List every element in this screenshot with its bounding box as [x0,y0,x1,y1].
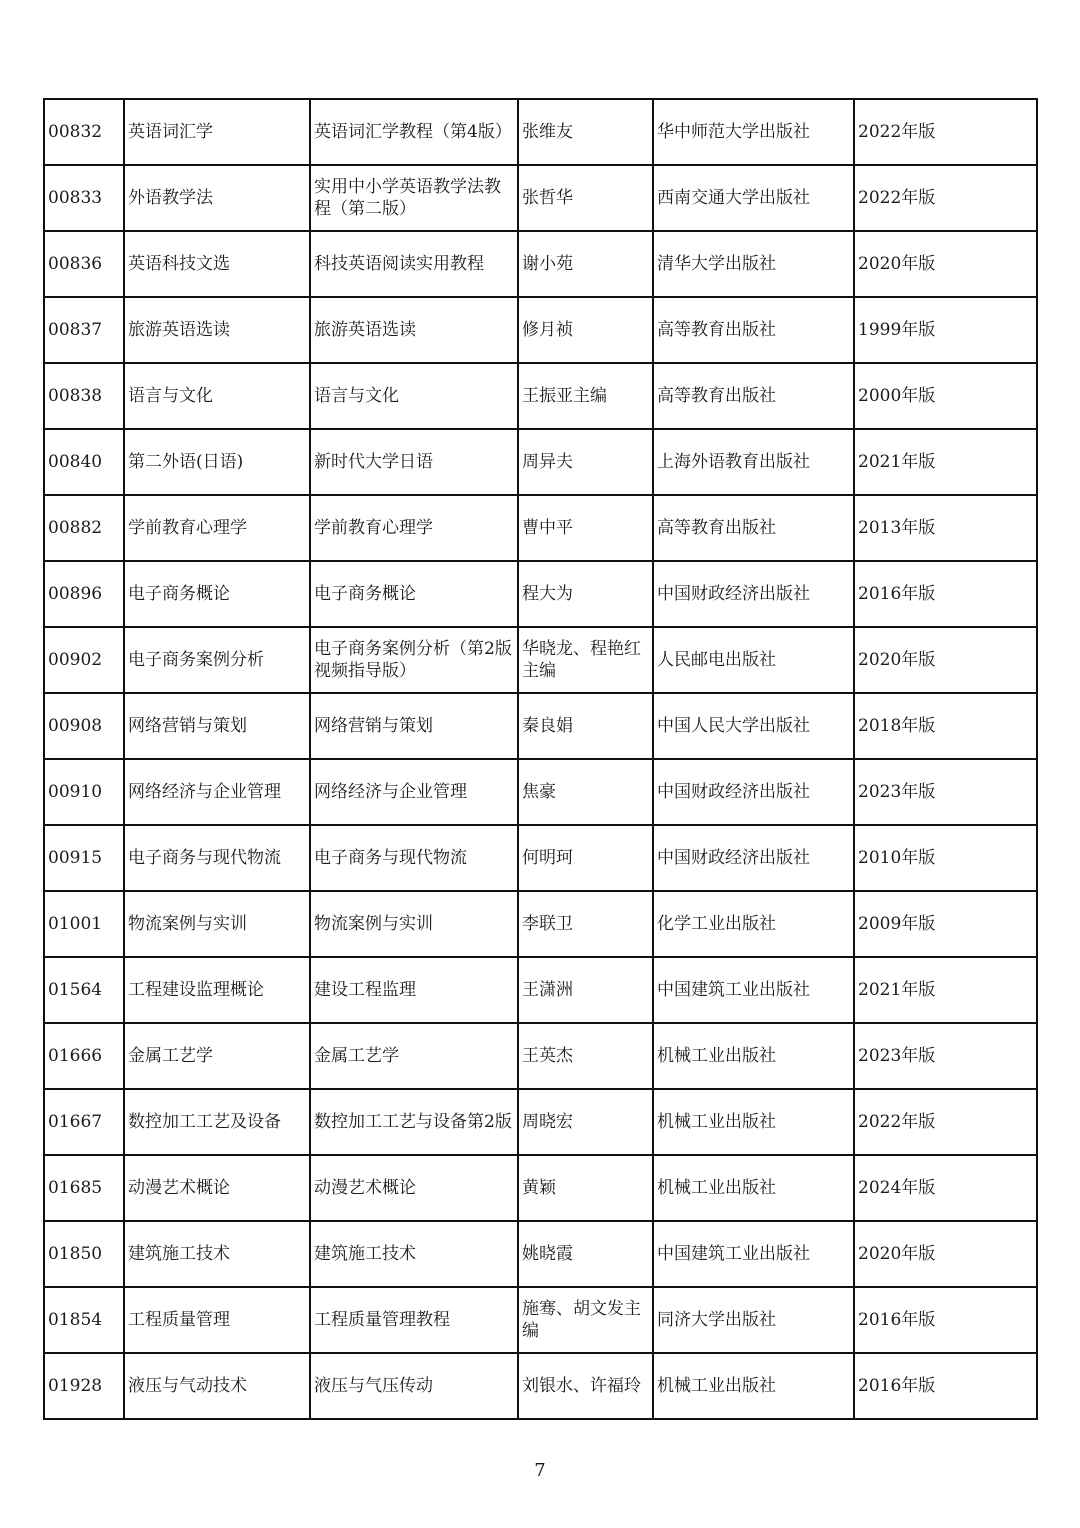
textbook-title-cell: 工程质量管理教程 [310,1287,518,1353]
publisher-cell: 高等教育出版社 [653,297,854,363]
author-cell: 秦良娟 [518,693,653,759]
course-code-cell: 01001 [44,891,124,957]
textbook-title-cell: 实用中小学英语教学法教程（第二版） [310,165,518,231]
author-cell: 张哲华 [518,165,653,231]
publisher-cell: 中国财政经济出版社 [653,561,854,627]
table-row [44,1221,1037,1287]
author-cell: 华晓龙、程艳红主编 [518,627,653,693]
table-row [44,165,1037,231]
textbook-title-cell: 电子商务概论 [310,561,518,627]
edition-cell: 2021年版 [854,957,1037,1023]
course-name-cell: 旅游英语选读 [124,297,310,363]
table-row [44,1155,1037,1221]
publisher-cell: 清华大学出版社 [653,231,854,297]
textbook-title-cell: 新时代大学日语 [310,429,518,495]
textbook-title-cell: 数控加工工艺与设备第2版 [310,1089,518,1155]
edition-cell: 2020年版 [854,627,1037,693]
course-name-cell: 电子商务与现代物流 [124,825,310,891]
course-code-cell: 01667 [44,1089,124,1155]
author-cell: 张维友 [518,99,653,165]
textbook-title-cell: 液压与气压传动 [310,1353,518,1419]
course-code-cell: 00896 [44,561,124,627]
table-row [44,1353,1037,1419]
edition-cell: 2022年版 [854,165,1037,231]
course-name-cell: 电子商务案例分析 [124,627,310,693]
publisher-cell: 机械工业出版社 [653,1155,854,1221]
publisher-cell: 化学工业出版社 [653,891,854,957]
textbook-title-cell: 旅游英语选读 [310,297,518,363]
author-cell: 程大为 [518,561,653,627]
textbook-title-cell: 科技英语阅读实用教程 [310,231,518,297]
table-row [44,825,1037,891]
edition-cell: 2010年版 [854,825,1037,891]
table-row [44,561,1037,627]
course-code-cell: 00832 [44,99,124,165]
course-name-cell: 电子商务概论 [124,561,310,627]
course-code-cell: 00833 [44,165,124,231]
author-cell: 王英杰 [518,1023,653,1089]
table-row [44,297,1037,363]
table-row [44,627,1037,693]
course-name-cell: 外语教学法 [124,165,310,231]
table-body [44,99,1037,1419]
course-code-cell: 00910 [44,759,124,825]
course-name-cell: 物流案例与实训 [124,891,310,957]
edition-cell: 2016年版 [854,561,1037,627]
author-cell: 李联卫 [518,891,653,957]
course-name-cell: 数控加工工艺及设备 [124,1089,310,1155]
textbook-title-cell: 语言与文化 [310,363,518,429]
course-name-cell: 金属工艺学 [124,1023,310,1089]
edition-cell: 2023年版 [854,759,1037,825]
author-cell: 周异夫 [518,429,653,495]
textbook-title-cell: 网络经济与企业管理 [310,759,518,825]
table-row [44,99,1037,165]
course-name-cell: 工程质量管理 [124,1287,310,1353]
publisher-cell: 上海外语教育出版社 [653,429,854,495]
publisher-cell: 中国建筑工业出版社 [653,1221,854,1287]
course-name-cell: 液压与气动技术 [124,1353,310,1419]
author-cell: 黄颖 [518,1155,653,1221]
course-name-cell: 动漫艺术概论 [124,1155,310,1221]
textbook-title-cell: 网络营销与策划 [310,693,518,759]
course-code-cell: 01854 [44,1287,124,1353]
course-name-cell: 工程建设监理概论 [124,957,310,1023]
textbook-title-cell: 建筑施工技术 [310,1221,518,1287]
author-cell: 周晓宏 [518,1089,653,1155]
page-number: 7 [534,1460,546,1481]
table-row [44,231,1037,297]
author-cell: 焦豪 [518,759,653,825]
author-cell: 修月祯 [518,297,653,363]
publisher-cell: 中国人民大学出版社 [653,693,854,759]
course-code-cell: 00882 [44,495,124,561]
publisher-cell: 高等教育出版社 [653,363,854,429]
edition-cell: 2016年版 [854,1287,1037,1353]
edition-cell: 2020年版 [854,231,1037,297]
course-code-cell: 00836 [44,231,124,297]
publisher-cell: 机械工业出版社 [653,1089,854,1155]
table-row [44,759,1037,825]
course-code-cell: 00840 [44,429,124,495]
table-row [44,495,1037,561]
course-code-cell: 01928 [44,1353,124,1419]
course-code-cell: 01564 [44,957,124,1023]
publisher-cell: 同济大学出版社 [653,1287,854,1353]
publisher-cell: 机械工业出版社 [653,1023,854,1089]
publisher-cell: 中国建筑工业出版社 [653,957,854,1023]
publisher-cell: 人民邮电出版社 [653,627,854,693]
course-name-cell: 第二外语(日语) [124,429,310,495]
course-name-cell: 学前教育心理学 [124,495,310,561]
course-code-cell: 01685 [44,1155,124,1221]
edition-cell: 2009年版 [854,891,1037,957]
table-row [44,429,1037,495]
course-name-cell: 网络经济与企业管理 [124,759,310,825]
edition-cell: 2020年版 [854,1221,1037,1287]
course-name-cell: 网络营销与策划 [124,693,310,759]
textbook-table [43,98,1038,1420]
course-code-cell: 00915 [44,825,124,891]
publisher-cell: 华中师范大学出版社 [653,99,854,165]
course-name-cell: 语言与文化 [124,363,310,429]
edition-cell: 2013年版 [854,495,1037,561]
edition-cell: 2023年版 [854,1023,1037,1089]
publisher-cell: 西南交通大学出版社 [653,165,854,231]
table-row [44,693,1037,759]
course-code-cell: 01666 [44,1023,124,1089]
course-code-cell: 01850 [44,1221,124,1287]
publisher-cell: 机械工业出版社 [653,1353,854,1419]
author-cell: 王潇洲 [518,957,653,1023]
author-cell: 何明珂 [518,825,653,891]
textbook-title-cell: 学前教育心理学 [310,495,518,561]
author-cell: 刘银水、许福玲 [518,1353,653,1419]
textbook-title-cell: 物流案例与实训 [310,891,518,957]
edition-cell: 2022年版 [854,99,1037,165]
edition-cell: 2022年版 [854,1089,1037,1155]
table-row [44,891,1037,957]
table-row [44,957,1037,1023]
table-row [44,1089,1037,1155]
course-code-cell: 00838 [44,363,124,429]
edition-cell: 2024年版 [854,1155,1037,1221]
course-code-cell: 00902 [44,627,124,693]
author-cell: 施骞、胡文发主编 [518,1287,653,1353]
textbook-title-cell: 英语词汇学教程（第4版） [310,99,518,165]
author-cell: 谢小苑 [518,231,653,297]
textbook-title-cell: 金属工艺学 [310,1023,518,1089]
edition-cell: 2021年版 [854,429,1037,495]
publisher-cell: 中国财政经济出版社 [653,759,854,825]
textbook-title-cell: 建设工程监理 [310,957,518,1023]
course-name-cell: 英语科技文选 [124,231,310,297]
textbook-title-cell: 电子商务与现代物流 [310,825,518,891]
textbook-title-cell: 动漫艺术概论 [310,1155,518,1221]
table-row [44,1287,1037,1353]
publisher-cell: 中国财政经济出版社 [653,825,854,891]
edition-cell: 2018年版 [854,693,1037,759]
course-name-cell: 建筑施工技术 [124,1221,310,1287]
edition-cell: 2000年版 [854,363,1037,429]
edition-cell: 1999年版 [854,297,1037,363]
publisher-cell: 高等教育出版社 [653,495,854,561]
textbook-title-cell: 电子商务案例分析（第2版视频指导版） [310,627,518,693]
author-cell: 姚晓霞 [518,1221,653,1287]
course-code-cell: 00837 [44,297,124,363]
course-name-cell: 英语词汇学 [124,99,310,165]
table-row [44,363,1037,429]
edition-cell: 2016年版 [854,1353,1037,1419]
author-cell: 王振亚主编 [518,363,653,429]
author-cell: 曹中平 [518,495,653,561]
course-code-cell: 00908 [44,693,124,759]
table-row [44,1023,1037,1089]
